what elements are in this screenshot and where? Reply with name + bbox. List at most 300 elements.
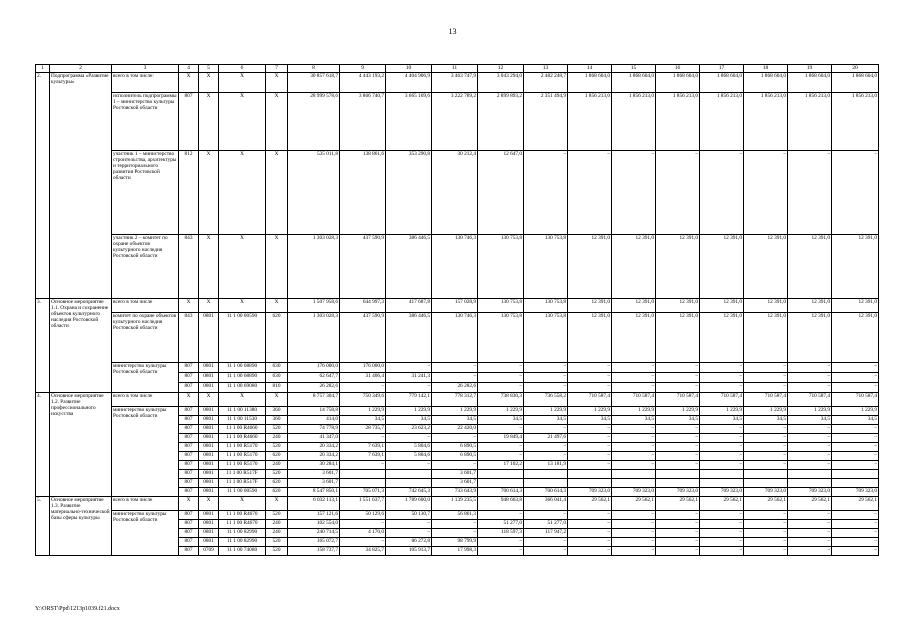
code-cell: 843 xyxy=(179,235,199,299)
amount-cell: 4 404 906,9 xyxy=(386,73,432,93)
amount-cell: 165 072,7 xyxy=(288,538,340,547)
amount-cell: 12 391,0 xyxy=(656,313,700,363)
amount-cell: 778 312,7 xyxy=(432,393,478,407)
amount-cell: – xyxy=(832,461,879,470)
amount-cell: 8 547 850,1 xyxy=(288,488,340,497)
program-name: Основное мероприятие 1.3. Развитие материально-технической базы сферы культуры xyxy=(50,497,112,556)
amount-cell: – xyxy=(478,511,524,520)
amount-cell: – xyxy=(788,538,832,547)
amount-cell: – xyxy=(700,520,744,529)
code-cell: 11 1 00 R5170 xyxy=(219,443,266,452)
amount-cell: – xyxy=(478,452,524,461)
executor-cell: комитет по охране объектов культурного наследия Ростовской области xyxy=(112,313,179,363)
amount-cell: 2 351 494,9 xyxy=(524,93,568,151)
amount-cell: 28 735,7 xyxy=(340,425,386,434)
amount-cell: 117 947,2 xyxy=(524,529,568,538)
executor-cell: всего в том числе xyxy=(112,299,179,313)
amount-cell: – xyxy=(788,363,832,373)
code-cell: 11 1 00 00590 xyxy=(219,488,266,497)
amount-cell: 709 323,0 xyxy=(700,488,744,497)
amount-cell: 34,5 xyxy=(432,416,478,425)
code-cell: X xyxy=(266,235,288,299)
amount-cell: 1 229,9 xyxy=(340,407,386,416)
code-cell: 11 1 00 82990 xyxy=(219,529,266,538)
amount-cell: 12 391,0 xyxy=(744,313,788,363)
code-cell: 360 xyxy=(266,416,288,425)
column-number: 6 xyxy=(219,65,266,73)
code-cell: X xyxy=(199,497,219,511)
code-cell: 807 xyxy=(179,383,199,393)
amount-cell xyxy=(700,479,744,488)
amount-cell: – xyxy=(524,452,568,461)
code-cell: 240 xyxy=(266,529,288,538)
amount-cell: 29 562,1 xyxy=(612,497,656,511)
amount-cell: – xyxy=(568,151,612,235)
footer-file-path: Y:\ORST\Ppd\1213p1039.f21.docx xyxy=(35,606,120,612)
amount-cell: 34,5 xyxy=(524,416,568,425)
amount-cell: 1 229,9 xyxy=(744,407,788,416)
amount-cell: – xyxy=(656,443,700,452)
amount-cell: – xyxy=(656,520,700,529)
amount-cell: – xyxy=(386,363,432,373)
table-row xyxy=(36,393,879,407)
amount-cell: 1 856 213,0 xyxy=(744,93,788,151)
amount-cell: 12 391,0 xyxy=(832,235,879,299)
amount-cell: 742 645,3 xyxy=(386,488,432,497)
amount-cell: – xyxy=(524,383,568,393)
amount-cell: 34,5 xyxy=(340,416,386,425)
amount-cell: 3 601,7 xyxy=(288,479,340,488)
executor-cell: всего в том числе: xyxy=(112,73,179,93)
code-cell: 0801 xyxy=(199,313,219,363)
amount-cell: 12 391,0 xyxy=(788,299,832,313)
code-cell: 807 xyxy=(179,488,199,497)
row-number: 5. xyxy=(36,497,50,556)
amount-cell: 386 446,5 xyxy=(386,313,432,363)
amount-cell: 1 303 028,3 xyxy=(288,313,340,363)
code-cell: 520 xyxy=(266,547,288,556)
table-row xyxy=(36,299,879,313)
amount-cell xyxy=(788,479,832,488)
code-cell: X xyxy=(219,73,266,93)
code-cell: 807 xyxy=(179,434,199,443)
amount-cell: 138 861,6 xyxy=(340,151,386,235)
amount-cell: – xyxy=(832,452,879,461)
column-number: 14 xyxy=(568,65,612,73)
amount-cell: 34,5 xyxy=(788,416,832,425)
code-cell: X xyxy=(219,299,266,313)
amount-cell: 29 562,1 xyxy=(832,497,879,511)
amount-cell: 1 229,9 xyxy=(700,407,744,416)
amount-cell: – xyxy=(788,151,832,235)
amount-cell: 34,5 xyxy=(832,416,879,425)
amount-cell: 1 856 213,0 xyxy=(832,93,879,151)
amount-cell: 34,5 xyxy=(612,416,656,425)
amount-cell: – xyxy=(832,520,879,529)
code-cell: X xyxy=(266,151,288,235)
amount-cell: – xyxy=(612,529,656,538)
amount-cell: 23 623,2 xyxy=(386,425,432,434)
amount-cell xyxy=(832,479,879,488)
amount-cell: – xyxy=(744,443,788,452)
code-cell: X xyxy=(219,151,266,235)
code-cell: 807 xyxy=(179,363,199,373)
amount-cell: 710 587,4 xyxy=(612,393,656,407)
code-cell: X xyxy=(219,93,266,151)
amount-cell: – xyxy=(656,511,700,520)
amount-cell: – xyxy=(568,538,612,547)
amount-cell: 709 323,0 xyxy=(744,488,788,497)
amount-cell: – xyxy=(386,461,432,470)
amount-cell: – xyxy=(700,425,744,434)
amount-cell: 12 391,0 xyxy=(832,299,879,313)
amount-cell: 3 665 169,6 xyxy=(386,93,432,151)
amount-cell xyxy=(478,479,524,488)
amount-cell xyxy=(788,470,832,479)
code-cell: 240 xyxy=(266,520,288,529)
amount-cell: – xyxy=(700,443,744,452)
column-number: 12 xyxy=(478,65,524,73)
amount-cell: 62 647,7 xyxy=(288,373,340,383)
amount-cell: – xyxy=(832,434,879,443)
amount-cell: – xyxy=(832,538,879,547)
amount-cell: 29 562,1 xyxy=(744,497,788,511)
amount-cell: – xyxy=(386,383,432,393)
column-number: 1 xyxy=(36,65,50,73)
amount-cell: 13 181,9 xyxy=(524,461,568,470)
code-cell: 240 xyxy=(266,434,288,443)
amount-cell: – xyxy=(656,373,700,383)
amount-cell: 353 290,8 xyxy=(386,151,432,235)
amount-cell: 414,0 xyxy=(288,416,340,425)
amount-cell: – xyxy=(340,434,386,443)
code-cell: 240 xyxy=(266,461,288,470)
amount-cell: 98 799,9 xyxy=(432,538,478,547)
amount-cell: – xyxy=(568,529,612,538)
code-cell: 0801 xyxy=(199,488,219,497)
code-cell: X xyxy=(199,299,219,313)
amount-cell: 50 129,6 xyxy=(340,511,386,520)
amount-cell: – xyxy=(700,383,744,393)
code-cell: 630 xyxy=(266,363,288,373)
code-cell: 11 1 00 R517F xyxy=(219,470,266,479)
amount-cell: – xyxy=(612,443,656,452)
code-cell: 0801 xyxy=(199,520,219,529)
program-name: Подпрограмма «Развитие культуры» xyxy=(50,73,112,299)
code-cell: X xyxy=(199,73,219,93)
amount-cell: 5 804,6 xyxy=(386,443,432,452)
amount-cell: 710 587,4 xyxy=(788,393,832,407)
code-cell: 620 xyxy=(266,488,288,497)
column-number: 2 xyxy=(50,65,112,73)
code-cell: 620 xyxy=(266,479,288,488)
amount-cell: 738 830,3 xyxy=(478,393,524,407)
amount-cell: 710 587,4 xyxy=(700,393,744,407)
executor-cell: министерство культуры Ростовской области xyxy=(112,363,179,393)
amount-cell: 710 587,4 xyxy=(656,393,700,407)
amount-cell: 12 391,0 xyxy=(788,313,832,363)
amount-cell: 12 391,0 xyxy=(568,235,612,299)
code-cell: 0801 xyxy=(199,538,219,547)
amount-cell: – xyxy=(832,363,879,373)
amount-cell: 86 272,8 xyxy=(386,538,432,547)
column-number: 20 xyxy=(832,65,879,73)
amount-cell: – xyxy=(744,461,788,470)
amount-cell: 176 000,0 xyxy=(288,363,340,373)
amount-cell xyxy=(700,470,744,479)
amount-cell: 1 868 604,0 xyxy=(788,73,832,93)
code-cell: 807 xyxy=(179,479,199,488)
amount-cell: – xyxy=(700,363,744,373)
amount-cell: 31 406,4 xyxy=(340,373,386,383)
code-cell: X xyxy=(266,393,288,407)
amount-cell: 750 349,6 xyxy=(340,393,386,407)
amount-cell: 4 170,0 xyxy=(340,529,386,538)
amount-cell: 12 391,0 xyxy=(656,299,700,313)
amount-cell: 710 587,4 xyxy=(744,393,788,407)
amount-cell xyxy=(478,470,524,479)
amount-cell: 29 562,1 xyxy=(568,497,612,511)
code-cell: 11 1 00 69080 xyxy=(219,383,266,393)
column-number: 7 xyxy=(266,65,288,73)
amount-cell xyxy=(386,479,432,488)
amount-cell: 417 687,8 xyxy=(386,299,432,313)
amount-cell: 51 277,0 xyxy=(524,520,568,529)
amount-cell: 12 391,0 xyxy=(568,299,612,313)
amount-cell: 700 614,3 xyxy=(524,488,568,497)
amount-cell xyxy=(568,479,612,488)
column-number: 15 xyxy=(612,65,656,73)
amount-cell: 1 856 213,0 xyxy=(700,93,744,151)
code-cell: 807 xyxy=(179,443,199,452)
amount-cell: – xyxy=(656,452,700,461)
amount-cell: – xyxy=(524,363,568,373)
amount-cell: 12 391,0 xyxy=(700,299,744,313)
amount-cell: – xyxy=(612,520,656,529)
executor-cell: всего в том числе xyxy=(112,497,179,511)
amount-cell: 1 229,9 xyxy=(788,407,832,416)
amount-cell: – xyxy=(744,434,788,443)
amount-cell: 130 753,8 xyxy=(478,299,524,313)
amount-cell: 17 102,2 xyxy=(478,461,524,470)
code-cell: 807 xyxy=(179,520,199,529)
amount-cell: – xyxy=(386,520,432,529)
code-cell: 520 xyxy=(266,425,288,434)
amount-cell: 437 590,9 xyxy=(340,235,386,299)
amount-cell: – xyxy=(524,443,568,452)
amount-cell: 1 856 213,0 xyxy=(568,93,612,151)
amount-cell: 709 323,0 xyxy=(656,488,700,497)
amount-cell: 1 868 604,0 xyxy=(568,73,612,93)
code-cell: 0801 xyxy=(199,416,219,425)
amount-cell: 6 032 113,1 xyxy=(288,497,340,511)
amount-cell: – xyxy=(656,538,700,547)
amount-cell: 1 229,9 xyxy=(386,407,432,416)
amount-cell: 21 497,6 xyxy=(524,434,568,443)
column-number: 19 xyxy=(788,65,832,73)
amount-cell: 705 071,3 xyxy=(340,488,386,497)
code-cell: X xyxy=(179,393,199,407)
amount-cell: 176 000,0 xyxy=(340,363,386,373)
amount-cell: 1 868 604,0 xyxy=(700,73,744,93)
code-cell: 0801 xyxy=(199,529,219,538)
amount-cell: – xyxy=(524,151,568,235)
amount-cell xyxy=(524,479,568,488)
code-cell: 807 xyxy=(179,93,199,151)
amount-cell: 709 323,0 xyxy=(568,488,612,497)
amount-cell: 12 391,0 xyxy=(744,299,788,313)
amount-cell: 34,5 xyxy=(478,416,524,425)
code-cell: 843 xyxy=(179,313,199,363)
amount-cell: 12 391,0 xyxy=(832,313,879,363)
executor-cell: всего в том числе xyxy=(112,393,179,407)
amount-cell: – xyxy=(832,547,879,556)
amount-cell: – xyxy=(568,520,612,529)
amount-cell: – xyxy=(788,443,832,452)
code-cell: 807 xyxy=(179,461,199,470)
amount-cell xyxy=(744,479,788,488)
code-cell: 0801 xyxy=(199,434,219,443)
amount-cell: – xyxy=(568,425,612,434)
amount-cell: 14 758,8 xyxy=(288,407,340,416)
amount-cell: – xyxy=(700,461,744,470)
amount-cell xyxy=(656,479,700,488)
code-cell: 11 1 00 11380 xyxy=(219,407,266,416)
code-cell: 807 xyxy=(179,511,199,520)
amount-cell: 779 142,1 xyxy=(386,393,432,407)
amount-cell: – xyxy=(524,373,568,383)
code-cell: X xyxy=(219,497,266,511)
executor-cell: участник 1 – министерство строительства, архитектуры и территориального развития Ростовской области xyxy=(112,151,179,235)
code-cell: X xyxy=(199,93,219,151)
code-cell: X xyxy=(266,497,288,511)
amount-cell: – xyxy=(432,520,478,529)
amount-cell: – xyxy=(656,425,700,434)
code-cell: 11 1 00 R4670 xyxy=(219,511,266,520)
amount-cell: – xyxy=(700,511,744,520)
amount-cell: 3 601,7 xyxy=(432,470,478,479)
amount-cell: 130 753,8 xyxy=(478,235,524,299)
amount-cell: 12 391,0 xyxy=(788,235,832,299)
code-cell: X xyxy=(266,299,288,313)
amount-cell: – xyxy=(432,434,478,443)
amount-cell: – xyxy=(656,529,700,538)
code-cell: 807 xyxy=(179,470,199,479)
amount-cell: 1 229,9 xyxy=(524,407,568,416)
amount-cell: – xyxy=(478,538,524,547)
amount-cell: 1 868 604,0 xyxy=(612,73,656,93)
code-cell: 0801 xyxy=(199,407,219,416)
amount-cell: – xyxy=(744,363,788,373)
code-cell: 0801 xyxy=(199,363,219,373)
table-row xyxy=(36,313,879,363)
amount-cell: 4 443 193,2 xyxy=(340,73,386,93)
code-cell: 807 xyxy=(179,373,199,383)
code-cell: 0801 xyxy=(199,461,219,470)
amount-cell xyxy=(524,470,568,479)
amount-cell: 1 229,9 xyxy=(656,407,700,416)
amount-cell: 5 804,6 xyxy=(386,452,432,461)
amount-cell: – xyxy=(700,538,744,547)
amount-cell: – xyxy=(832,529,879,538)
code-cell: 11 1 00 R4660 xyxy=(219,434,266,443)
amount-cell: 1 139 235,5 xyxy=(432,497,478,511)
amount-cell: 20 334,2 xyxy=(288,452,340,461)
amount-cell: 50 130,7 xyxy=(386,511,432,520)
amount-cell: – xyxy=(524,547,568,556)
amount-cell: 17 998,3 xyxy=(432,547,478,556)
amount-cell: 6 890,5 xyxy=(432,452,478,461)
amount-cell xyxy=(612,479,656,488)
amount-cell: – xyxy=(700,373,744,383)
code-cell: 11 1 00 68890 xyxy=(219,373,266,383)
column-number: 3 xyxy=(112,65,179,73)
amount-cell: 130 746,3 xyxy=(432,313,478,363)
amount-cell: 3 222 789,2 xyxy=(432,93,478,151)
code-cell: X xyxy=(179,299,199,313)
amount-cell: – xyxy=(700,151,744,235)
column-number: 4 xyxy=(179,65,199,73)
row-number: 2. xyxy=(36,73,50,299)
amount-cell: 3 601,7 xyxy=(432,479,478,488)
amount-cell: – xyxy=(612,151,656,235)
amount-cell: 3 866 740,7 xyxy=(340,93,386,151)
table-row xyxy=(36,93,879,151)
amount-cell: 30 284,1 xyxy=(288,461,340,470)
code-cell: 807 xyxy=(179,407,199,416)
table-row xyxy=(36,73,879,93)
amount-cell: – xyxy=(788,461,832,470)
code-cell: X xyxy=(199,235,219,299)
column-number: 11 xyxy=(432,65,478,73)
amount-cell: – xyxy=(478,363,524,373)
amount-cell: 710 587,4 xyxy=(832,393,879,407)
amount-cell: – xyxy=(568,461,612,470)
amount-cell: 130 753,8 xyxy=(524,313,568,363)
amount-cell: 29 562,1 xyxy=(656,497,700,511)
amount-cell: 105 913,7 xyxy=(386,547,432,556)
amount-cell: – xyxy=(568,511,612,520)
amount-cell: – xyxy=(832,511,879,520)
amount-cell: – xyxy=(656,547,700,556)
amount-cell: 1 229,9 xyxy=(432,407,478,416)
code-cell: X xyxy=(179,497,199,511)
amount-cell: 30 857 618,7 xyxy=(288,73,340,93)
amount-cell: 3 463 747,9 xyxy=(432,73,478,93)
amount-cell: 709 323,0 xyxy=(788,488,832,497)
amount-cell: – xyxy=(700,547,744,556)
code-cell: 812 xyxy=(179,151,199,235)
amount-cell: – xyxy=(340,461,386,470)
amount-cell: – xyxy=(612,547,656,556)
code-cell: 11 1 00 00590 xyxy=(219,313,266,363)
amount-cell: 12 391,0 xyxy=(700,313,744,363)
amount-cell: – xyxy=(656,363,700,373)
amount-cell: – xyxy=(432,363,478,373)
amount-cell: 1 229,9 xyxy=(612,407,656,416)
amount-cell: 130 746,3 xyxy=(432,235,478,299)
program-name: Основное мероприятие 1.2. Развитие профессионального искусства xyxy=(50,393,112,497)
amount-cell: – xyxy=(744,511,788,520)
amount-cell: 12 391,0 xyxy=(612,313,656,363)
page-number: 13 xyxy=(448,27,457,36)
amount-cell: 1 229,9 xyxy=(568,407,612,416)
amount-cell: 157 028,9 xyxy=(432,299,478,313)
amount-cell: – xyxy=(612,425,656,434)
code-cell: 520 xyxy=(266,538,288,547)
column-number: 17 xyxy=(700,65,744,73)
amount-cell: – xyxy=(788,547,832,556)
